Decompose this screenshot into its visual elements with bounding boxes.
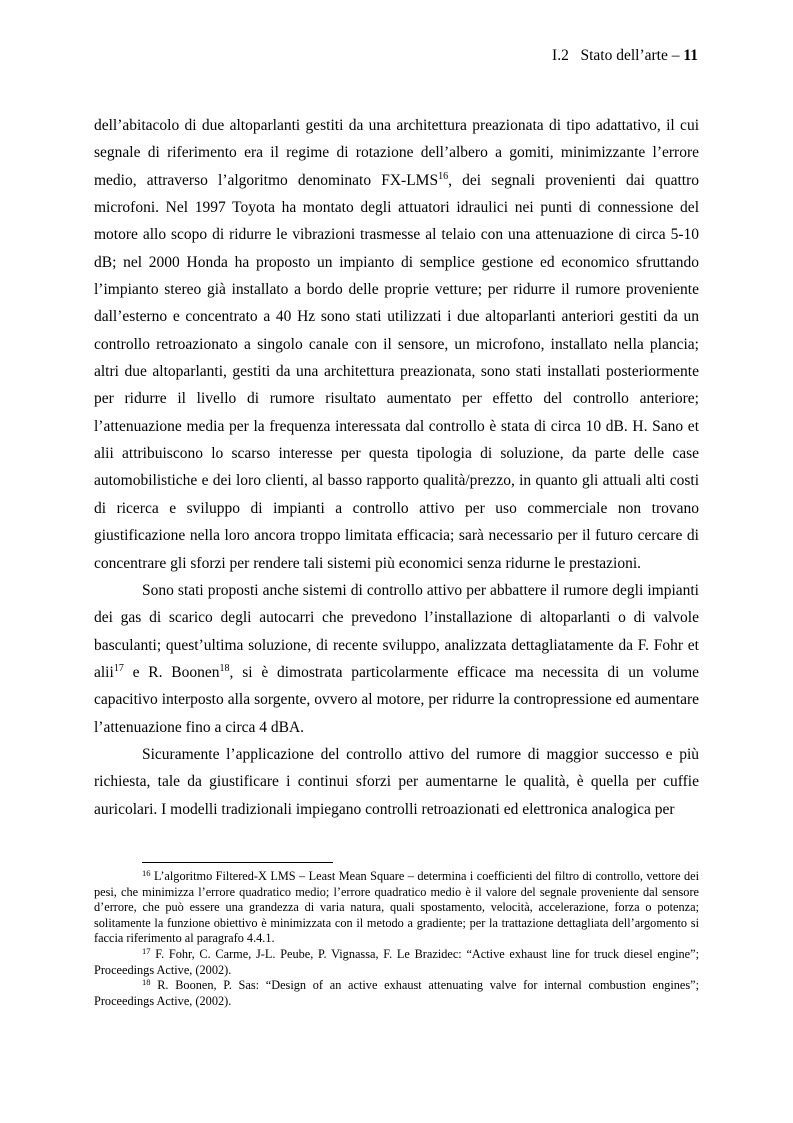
- paragraph-1-part-b: , dei segnali provenienti dai quattro microfoni. Nel 1997 Toyota ha montato degli attuatori idraulici nei punti di connessione del motore allo scopo di ridurre le vibrazioni trasmesse al telaio con una attenuazione di circa 5-10 dB; nel 2000 Honda ha proposto un impianto di semplice gestione ed economico sfruttando l’impianto stereo già installato a bordo delle proprie vetture; per ridurre il rumore proveniente dall’esterno e concentrato a 40 Hz sono stati utilizzati i due altoparlanti anteriori gestiti da un controllo retroazionato a singolo canale con il sensore, un microfono, installato nella plancia; altri due altoparlanti, gestiti da una architettura preazionata, sono stati installati posteriormente per ridurre il livello di rumore risultato aumentato per effetto del controllo anteriore; l’attenuazione media per la frequenza interessata dal controllo è stata di circa 10 dB. H. Sano et alii attribuiscono lo scarso interesse per questa tipologia di soluzione, da parte delle case automobilistiche e dei loro clienti, al basso rapporto qualità/prezzo, in quanto gli attuali alti costi di ricerca e sviluppo di impianti a controllo attivo per uso commerciale non trovano giustificazione nella loro ancora troppo limitata efficacia; sarà necessario per il futuro cercare di concentrare gli sforzi per rendere tali sistemi più economici senza ridurne le prestazioni.: [94, 171, 699, 572]
- footnotes: [94, 869, 699, 1009]
- page-number: 11: [683, 47, 698, 64]
- body-text: [94, 112, 699, 823]
- section-title: Stato dell’arte: [580, 47, 668, 64]
- header-dash: –: [671, 47, 680, 64]
- paragraph-1-part-a: dell’abitacolo di due altoparlanti gestiti da una architettura preazionata di tipo adattativo, il cui segnale di riferimento era il regime di rotazione dell’albero a gomiti, minimizzante l’errore medio, attraverso l’algoritmo denominato FX-LMS: [94, 117, 699, 189]
- footnote-ref-18[interactable]: 18: [219, 662, 230, 674]
- footnote-17: [94, 947, 699, 978]
- paragraph-3: Sicuramente l’applicazione del controllo attivo del rumore di maggior successo e più richiesta, tale da giustificare i continui sforzi per aumentarne le qualità, è quella per cuffie auricolari. I modelli tradizionali impiegano controlli retroazionati ed elettronica analogica per: [94, 745, 699, 818]
- footnote-ref-16[interactable]: 16: [438, 170, 449, 182]
- footnote-mark-18: 18: [142, 977, 151, 988]
- paragraph-2: [94, 577, 699, 741]
- footnote-16: [94, 869, 699, 947]
- footnote-mark-16: 16: [142, 868, 151, 878]
- footnote-separator: [142, 862, 333, 863]
- footnote-mark-17: 17: [142, 945, 151, 956]
- paragraph-2-part-c: , si è dimostrata particolarmente efficace ma necessita di un volume capacitivo interposto alla sorgente, ovvero al motore, per ridurre la contropressione ed aumentare l’attenuazione fino a circa 4 dBA.: [94, 663, 700, 736]
- footnote-17-text: F. Fohr, C. Carme, J-L. Peube, P. Vignassa, F. Le Brazidec: “Active exhaust line for truck diesel engine”; Proceedings Active, (2002).: [94, 946, 699, 977]
- paragraph-1: [94, 112, 699, 577]
- running-header: [552, 47, 698, 65]
- section-number: I.2: [552, 47, 569, 64]
- footnote-ref-17[interactable]: 17: [113, 662, 124, 674]
- paragraph-2-part-a: Sono stati proposti anche sistemi di controllo attivo per abbattere il rumore degli impianti dei gas di scarico degli autocarri che prevedono l’installazione di altoparlanti o di valvole basculanti; quest’ultima soluzione, di recente sviluppo, analizzata dettagliatamente da F. Fohr et alii: [94, 581, 699, 681]
- footnote-16-text: L’algoritmo Filtered-X LMS – Least Mean Square – determina i coefficienti del filtro di controllo, vettore dei pesi, che minimizza l’errore quadratico medio; l’errore quadratico medio è il valore del segnale proveniente dal sensore d’errore, che può essere una grandezza di varia natura, quali spostamento, velocità, accelerazione, forza o potenza; solitamente la funzione obiettivo è minimizzata con il metodo a gradiente; per la trattazione dettagliata dell’argomento si faccia riferimento al paragrafo 4.4.1.: [94, 869, 699, 946]
- footnote-18-text: R. Boonen, P. Sas: “Design of an active exhaust attenuating valve for internal combustion engines”; Proceedings Active, (2002).: [94, 978, 699, 1008]
- footnote-18: [94, 978, 699, 1009]
- paragraph-2-part-b: e R. Boonen: [123, 663, 220, 681]
